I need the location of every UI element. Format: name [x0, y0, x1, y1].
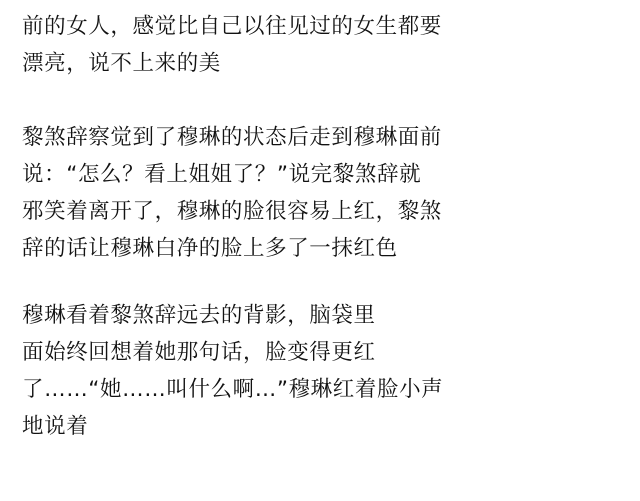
- paragraph-1: [22, 8, 618, 82]
- text-line: 了……“她……叫什么啊…”穆琳红着脸小声: [22, 377, 444, 402]
- text-line: 黎煞辞察觉到了穆琳的状态后走到穆琳面前: [22, 125, 442, 150]
- text-line: 说：“怎么？看上姐姐了？”说完黎煞辞就: [22, 162, 422, 187]
- text-line: 前的女人，感觉比自己以往见过的女生都要: [22, 14, 442, 39]
- text-line: 漂亮，说不上来的美: [22, 51, 221, 76]
- paragraph-spacer: [22, 82, 618, 119]
- document-text-body: [22, 8, 618, 445]
- text-line: 辞的话让穆琳白净的脸上多了一抹红色: [22, 236, 398, 261]
- paragraph-spacer: [22, 267, 618, 297]
- paragraph-2: [22, 119, 618, 267]
- text-line: 穆琳看着黎煞辞远去的背影，脑袋里: [22, 303, 376, 328]
- text-line: 地说着: [22, 414, 89, 439]
- text-line: 面始终回想着她那句话，脸变得更红: [22, 340, 376, 365]
- paragraph-3: [22, 297, 618, 445]
- text-line: 邪笑着离开了，穆琳的脸很容易上红，黎煞: [22, 199, 442, 224]
